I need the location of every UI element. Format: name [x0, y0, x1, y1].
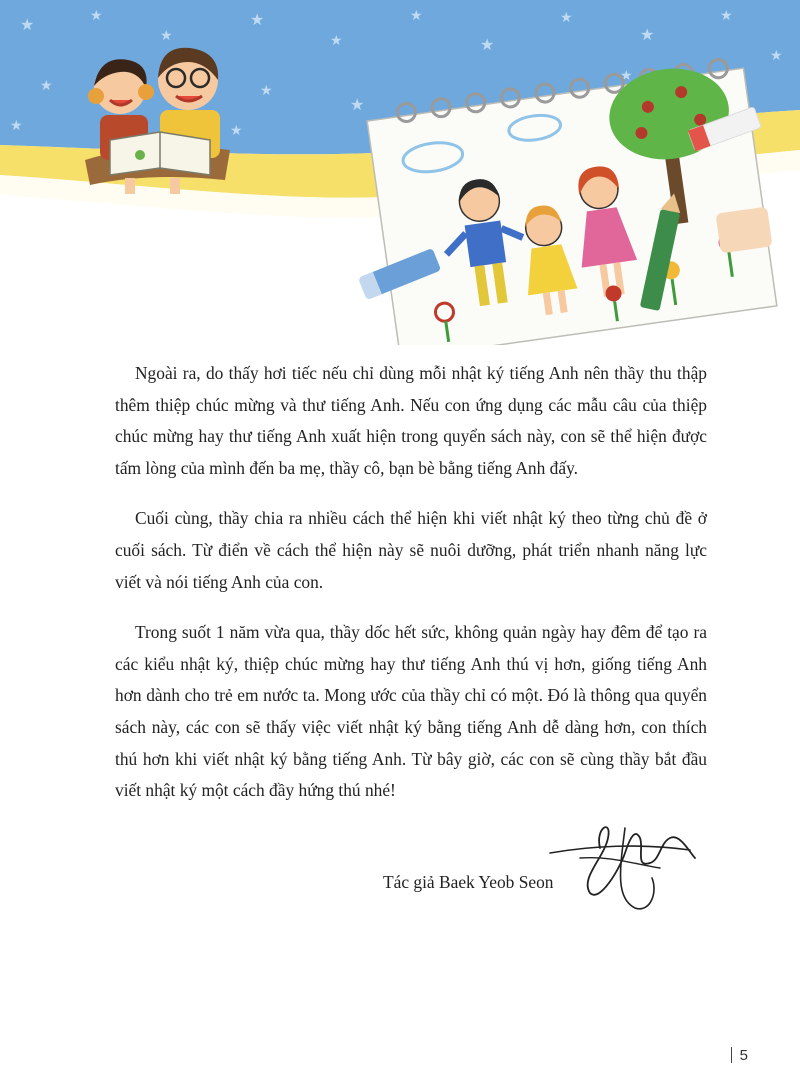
- svg-text:★: ★: [20, 17, 35, 34]
- svg-text:★: ★: [620, 69, 633, 84]
- svg-text:★: ★: [480, 37, 495, 54]
- letter-body: [115, 358, 707, 826]
- svg-text:★: ★: [330, 34, 343, 49]
- svg-text:★: ★: [250, 12, 265, 29]
- paragraph-dictionary: Cuối cùng, thầy chia ra nhiều cách thể hiện khi viết nhật ký theo từng chủ đề ở cuối sách. Từ điển về cách thể hiện này sẽ nuôi dưỡng, phát triển nhanh năng lực viết và nói tiếng Anh của con.: [115, 508, 707, 592]
- svg-text:★: ★: [40, 79, 53, 94]
- svg-text:★: ★: [640, 27, 655, 44]
- page-number-divider: [731, 1047, 732, 1063]
- svg-text:★: ★: [90, 9, 103, 24]
- svg-text:★: ★: [720, 9, 733, 24]
- children-drawing-illustration: [0, 0, 800, 345]
- svg-text:★: ★: [410, 9, 423, 24]
- author-signature: [540, 808, 710, 918]
- author-name: Tác giả Baek Yeob Seon: [383, 872, 554, 892]
- page-number: 5: [739, 1047, 748, 1064]
- svg-text:★: ★: [350, 97, 365, 114]
- page-number-area: [731, 1047, 748, 1064]
- paragraph-greeting-cards: Ngoài ra, do thấy hơi tiếc nếu chỉ dùng mỗi nhật ký tiếng Anh nên thầy thu thập thêm thiệp chúc mừng và thư tiếng Anh. Nếu con ứng dụng các mẫu câu của thiệp chúc mừng hay thư tiếng Anh xuất hiện trong quyển sách này, con sẽ thể hiện được tấm lòng của mình đến ba mẹ, thầy cô, bạn bè bằng tiếng Anh đấy.: [115, 363, 707, 478]
- paragraph-closing: Trong suốt 1 năm vừa qua, thầy dốc hết sức, không quản ngày hay đêm để tạo ra các kiểu nhật ký, thiệp chúc mừng hay thư tiếng Anh thú vị hơn, giống tiếng Anh hơn dành cho trẻ em nước ta. Mong ước của thầy chỉ có một. Đó là thông qua quyển sách này, các con sẽ thấy việc viết nhật ký bằng tiếng Anh dễ dàng hơn, con thích thú hơn khi viết nhật ký bằng tiếng Anh. Từ bây giờ, các con sẽ cùng thầy bắt đầu viết nhật ký một cách đầy hứng thú nhé!: [115, 622, 707, 801]
- svg-text:★: ★: [230, 124, 243, 139]
- svg-text:★: ★: [260, 84, 273, 99]
- svg-text:★: ★: [560, 11, 573, 26]
- svg-text:★: ★: [770, 49, 783, 64]
- svg-text:★: ★: [10, 119, 23, 134]
- header-illustration: [0, 0, 800, 345]
- svg-text:★: ★: [160, 29, 173, 44]
